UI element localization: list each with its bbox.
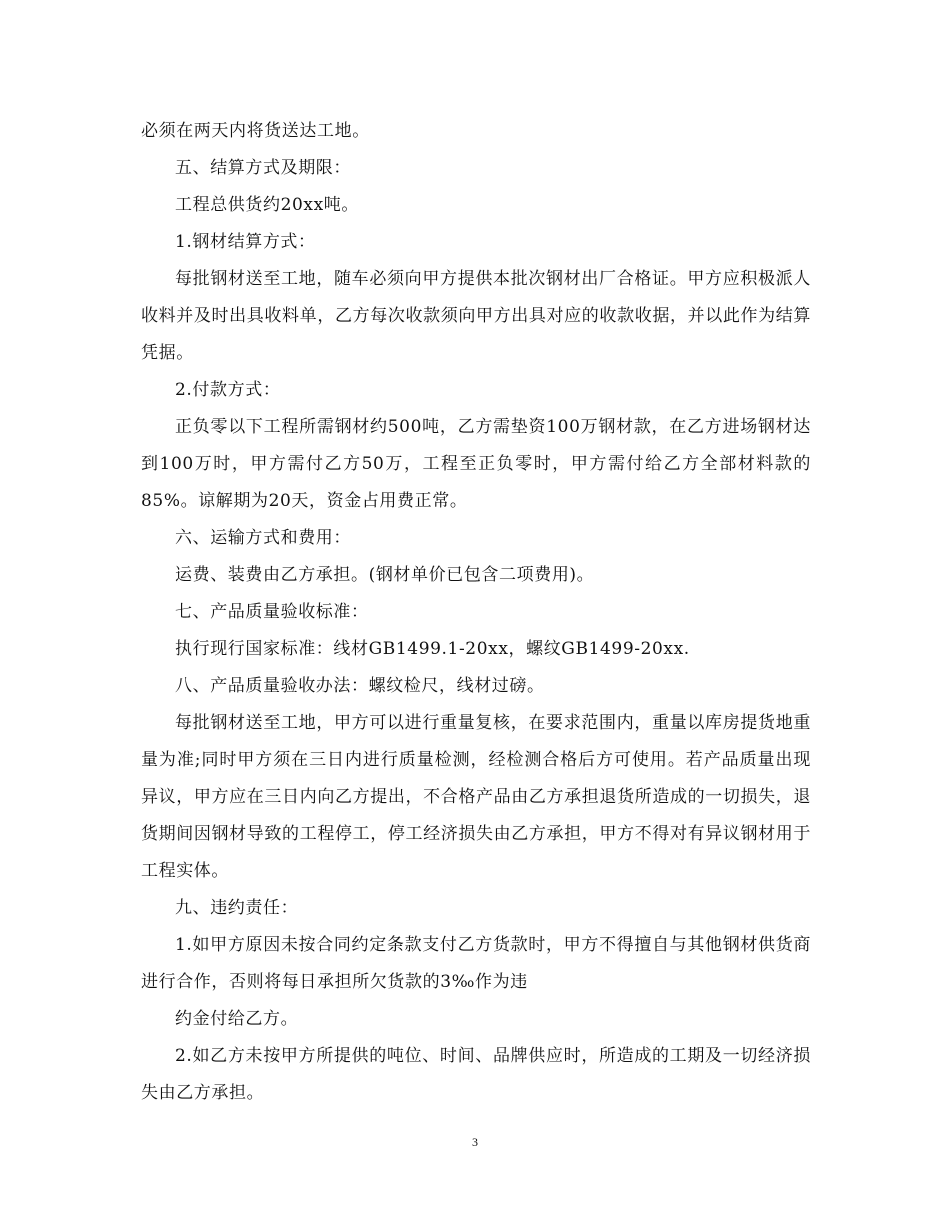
section-heading-liability: 九、违约责任： <box>175 898 299 918</box>
subheading-payment-method: 2.付款方式： <box>175 380 281 400</box>
paragraph-transport: 运费、装费由乙方承担。(钢材单价已包含二项费用)。 <box>175 565 595 585</box>
paragraph-payment-method: 正负零以下工程所需钢材约500吨，乙方需垫资100万钢材款，在乙方进场钢材达到100万时，甲方需付乙方50万，工程至正负零时，甲方需付给乙方全部材料款的85%。谅解期为20天，资金占用费正常。 <box>141 417 811 511</box>
paragraph-liability-party-a: 1.如甲方原因未按合同约定条款支付乙方货款时，甲方不得擅自与其他钢材供货商进行合作，否则将每日承担所欠货款的3‰作为违 <box>141 935 811 992</box>
paragraph-continuation: 必须在两天内将货送达工地。 <box>141 121 370 141</box>
paragraph-quality-inspection: 每批钢材送至工地，甲方可以进行重量复核，在要求范围内，重量以库房提货地重量为准;同时甲方须在三日内进行质量检测，经检测合格后方可使用。若产品质量出现异议，甲方应在三日内向乙方提出，不合格产品由乙方承担退货所造成的一切损失，退货期间因钢材导致的工程停工，停工经济损失由乙方承担，甲方不得对有异议钢材用于工程实体。 <box>141 713 811 881</box>
section-heading-transport: 六、运输方式和费用： <box>175 528 351 548</box>
paragraph-steel-settlement: 每批钢材送至工地，随车必须向甲方提供本批次钢材出厂合格证。甲方应积极派人收料并及时出具收料单，乙方每次收款须向甲方出具对应的收款收据，并以此作为结算凭据。 <box>141 269 811 363</box>
paragraph-total-supply: 工程总供货约20xx吨。 <box>175 195 360 215</box>
paragraph-liability-continuation: 约金付给乙方。 <box>175 1009 299 1029</box>
document-body <box>141 113 811 1112</box>
section-heading-quality-standard: 七、产品质量验收标准： <box>175 602 369 622</box>
paragraph-quality-standard: 执行现行国家标准：线材GB1499.1-20xx，螺纹GB1499-20xx. <box>175 639 690 659</box>
subheading-steel-settlement: 1.钢材结算方式： <box>175 232 316 252</box>
page-number: 3 <box>472 1135 478 1149</box>
section-heading-settlement: 五、结算方式及期限： <box>175 158 351 178</box>
paragraph-liability-party-b: 2.如乙方未按甲方所提供的吨位、时间、品牌供应时，所造成的工期及一切经济损失由乙方承担。 <box>141 1046 811 1103</box>
section-heading-quality-method: 八、产品质量验收办法：螺纹检尺，线材过磅。 <box>175 676 545 696</box>
